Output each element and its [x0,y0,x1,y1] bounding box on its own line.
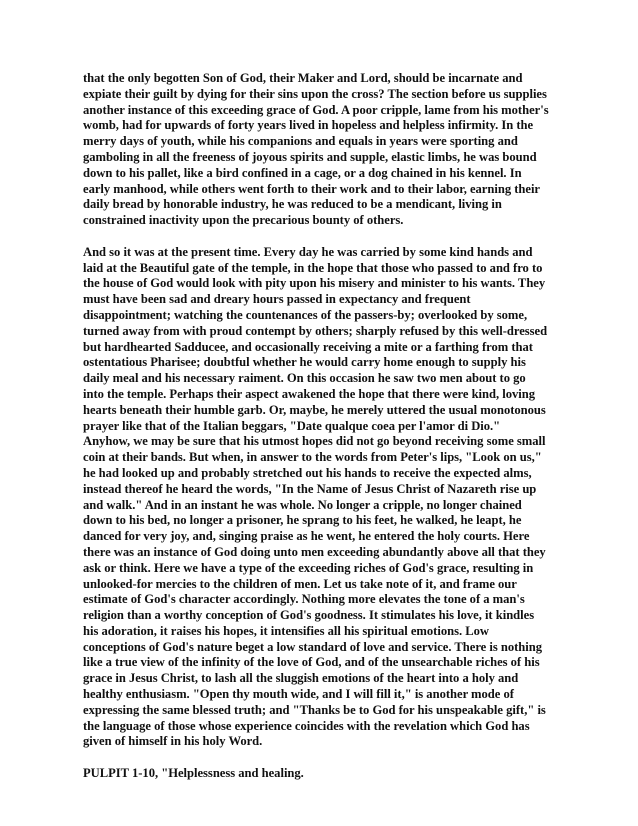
document-page [83,71,549,782]
paragraph-beautiful-gate: And so it was at the present time. Every day he was carried by some kind hands and laid at the Beautiful gate of the temple, in the hope that those who passed to and fro to the house of God would look with pity upon his misery and minister to his wants. They must have been sad and dreary hours passed in expectancy and frequent disappointment; watching the countenances of the passers-by; overlooked by some, turned away from with proud contempt by others; sharply refused by this well-dressed but hardhearted Sadducee, and occasionally receiving a mite or a farthing from that ostentatious Pharisee; doubtful whether he would carry home enough to supply his daily meal and his necessary raiment. On this occasion he saw two men about to go into the temple. Perhaps their aspect awakened the hope that there were kind, loving hearts beneath their humble garb. Or, maybe, he merely uttered the usual monotonous prayer like that of the Italian beggars, "Date qualque coea per l'amor di Dio." Anyhow, we may be sure that his utmost hopes did not go beyond receiving some small coin at their bands. But when, in answer to the words from Peter's lips, "Look on us," he had looked up and probably stretched out his hands to receive the expected alms, instead thereof he heard the words, "In the Name of Jesus Christ of Nazareth rise up and walk." And in an instant he was whole. No longer a cripple, no longer chained down to his bed, no longer a prisoner, he sprang to his feet, he walked, he leapt, he danced for very joy, and, singing praise as he went, he entered the holy courts. Here there was an instance of God doing unto men exceeding abundantly above all that they ask or think. Here we have a type of the exceeding riches of God's grace, resulting in unlooked-for mercies to the children of men. Let us take note of it, and frame our estimate of God's character accordingly. Nothing more elevates the tone of a man's religion than a worthy conception of God's goodness. It stimulates his love, it kindles his adoration, it raises his hopes, it intensifies all his spiritual emotions. Low conceptions of God's nature beget a low standard of love and service. There is nothing like a true view of the infinity of the love of God, and of the unsearchable riches of his grace in Jesus Christ, to lash all the sluggish emotions of the heart into a holy and healthy enthusiasm. "Open thy mouth wide, and I will fill it," is another mode of expressing the same blessed truth; and "Thanks be to God for his unspeakable gift," is the language of those whose experience coincides with the revelation which God has given of himself in his holy Word. [83,244,548,749]
paragraph-cripple-intro: that the only begotten Son of God, their Maker and Lord, should be incarnate and expiate their guilt by dying for their sins upon the cross? The section before us supplies another instance of this exceeding grace of God. A poor cripple, lame from his mother's womb, had for upwards of forty years lived in hopeless and helpless infirmity. In the merry days of youth, while his companions and equals in years were sporting and gamboling in all the freeness of joyous spirits and supple, elastic limbs, he was bound down to his pallet, like a bird confined in a cage, or a dog chained in his kennel. In early manhood, while others went forth to their work and to their labor, earning their daily bread by honorable industry, he was reduced to be a mendicant, living in constrained inactivity upon the precarious bounty of others. [83,71,549,228]
paragraph-section-heading: PULPIT 1-10, "Helplessness and healing. [83,766,304,781]
